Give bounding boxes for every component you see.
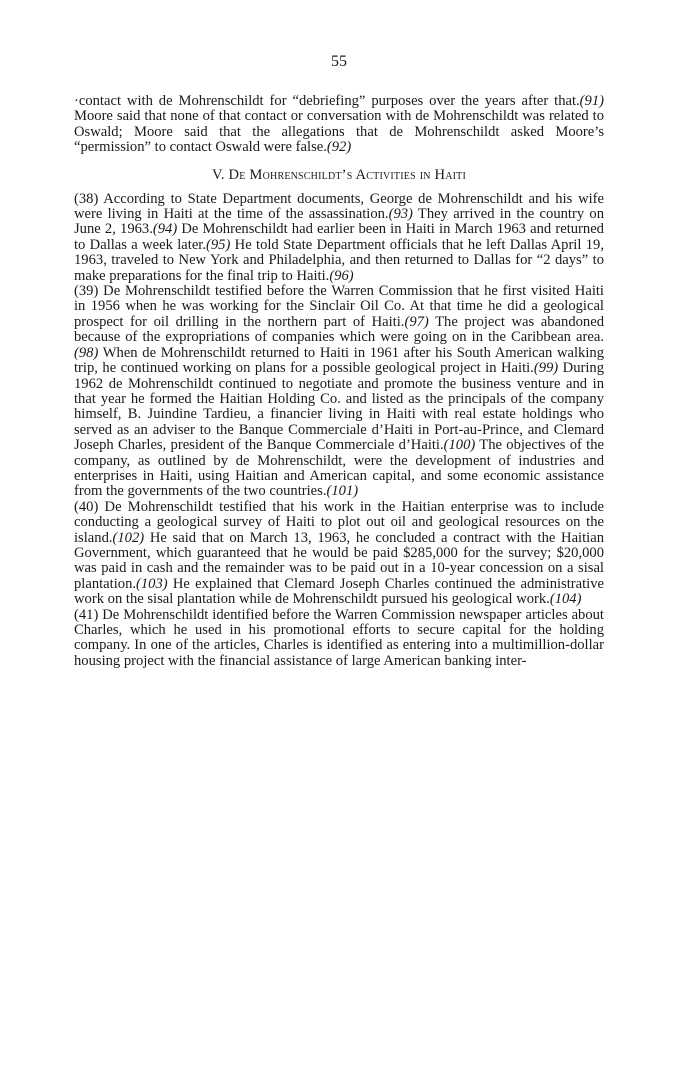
section-heading <box>74 167 604 183</box>
paragraph-text: When de Mohrenschildt returned to Haiti in 1961 after his South American walking trip, he continued working on plans for a possible geological project in Haiti. <box>74 344 604 377</box>
paragraph-number: (40) <box>74 498 99 515</box>
paragraph-41 <box>74 608 604 670</box>
footnote-ref: (96) <box>329 267 354 284</box>
footnote-ref: (98) <box>74 344 99 361</box>
paragraph-39 <box>74 284 604 500</box>
paragraph-text: The project was abandoned because of the expropriations of companies which were going on in the Caribbean area. <box>74 313 604 346</box>
paragraph-text: He said that on March 13, 1963, he concluded a contract with the Haitian Government, which guaranteed that he would be paid $285,000 for the survey; $20,000 was paid in cash and the remainder was to be paid out in a 10-year concession on a sisal plantation. <box>74 529 604 592</box>
paragraph-40 <box>74 500 604 608</box>
paragraph-text: ·contact with de Mohrenschildt for “debriefing” purposes over the years after that. <box>74 93 580 109</box>
paragraph-text: Moore said that none of that contact or conversation with de Mohrenschildt was related to Oswald; Moore said that the allegations that de Mohrenschildt asked Moore’s “permission” to contact Oswald were false. <box>74 108 604 156</box>
paragraph-text: De Mohrenschildt identified before the Warren Commission newspaper articles about Charles, which he used in his promotional efforts to secure capital for the holding company. In one of the articles, Charles is identified as entering into a multimillion-dollar housing project with the financial assistance of large American banking inter- <box>74 606 604 669</box>
section-heading-text: De Mohrenschildt’s Activities in Haiti <box>228 166 467 183</box>
footnote-ref: (103) <box>136 575 168 592</box>
document-page <box>74 52 604 669</box>
paragraph-continued <box>74 94 604 156</box>
footnote-ref: (102) <box>112 529 145 546</box>
footnote-ref: (100) <box>443 437 476 454</box>
footnote-ref: (101) <box>326 483 359 500</box>
paragraph-number: (39) <box>74 283 99 300</box>
footnote-ref: (104) <box>549 591 582 608</box>
footnote-ref: (99) <box>533 360 559 377</box>
paragraph-number: (41) <box>74 606 99 623</box>
paragraph-text: De Mohrenschildt had earlier been in Haiti in March 1963 and returned to Dallas a week later. <box>74 221 604 253</box>
section-heading-prefix: V. <box>211 166 229 183</box>
paragraph-text: He told State Department officials that he left Dallas April 19, 1963, traveled to New York and Philadelphia, and then returned to Dallas for “2 days” to make preparations for the final trip to Haiti. <box>74 236 604 284</box>
paragraph-text: According to State Department documents, George de Mohrenschildt and his wife were living in Haiti at the time of the assassination. <box>74 190 604 223</box>
footnote-ref: (97) <box>404 313 429 330</box>
paragraph-number: (38) <box>74 190 99 207</box>
footnote-ref: (95) <box>206 236 231 253</box>
paragraph-38 <box>74 192 604 284</box>
footnote-ref: (91) <box>579 93 604 109</box>
paragraph-text: During 1962 de Mohrenschildt continued to negotiate and promote the business venture and in that year he formed the Haitian Holding Co. and listed as the principals of the company himself, B. Juindine Tardieu, a financier living in Haiti with real estate holdings who served as an adviser to the Banque Commerciale d’Haiti in Port-au-Prince, and Clemard Joseph Charles, president of the Banque Commerciale d’Haiti. <box>74 360 604 454</box>
page-number: 55 <box>331 53 347 70</box>
paragraph-text: They arrived in the country on June 2, 1963. <box>74 206 604 238</box>
paragraph-text: De Mohrenschildt testified before the Warren Commission that he first visited Haiti in 1956 when he was working for the Sinclair Oil Co. At that time he did a geological prospect for oil drilling in the northern part of Haiti. <box>74 283 604 330</box>
footnote-ref: (94) <box>152 221 178 238</box>
paragraph-text: De Mohrenschildt testified that his work in the Haitian enterprise was to include conducting a geological survey of Haiti to plot out oil and geological resources on the island. <box>74 498 604 546</box>
footnote-ref: (92) <box>326 139 352 156</box>
paragraph-text: He explained that Clemard Joseph Charles continued the administrative work on the sisal plantation while de Mohrenschildt pursued his geological work. <box>74 575 604 608</box>
footnote-ref: (93) <box>388 206 413 223</box>
paragraph-text: The objectives of the company, as outlined by de Mohrenschildt, were the development of industries and enterprises in Haiti, using Haitian and American capital, and some economic assistance from the governments of the two countries. <box>74 437 604 500</box>
